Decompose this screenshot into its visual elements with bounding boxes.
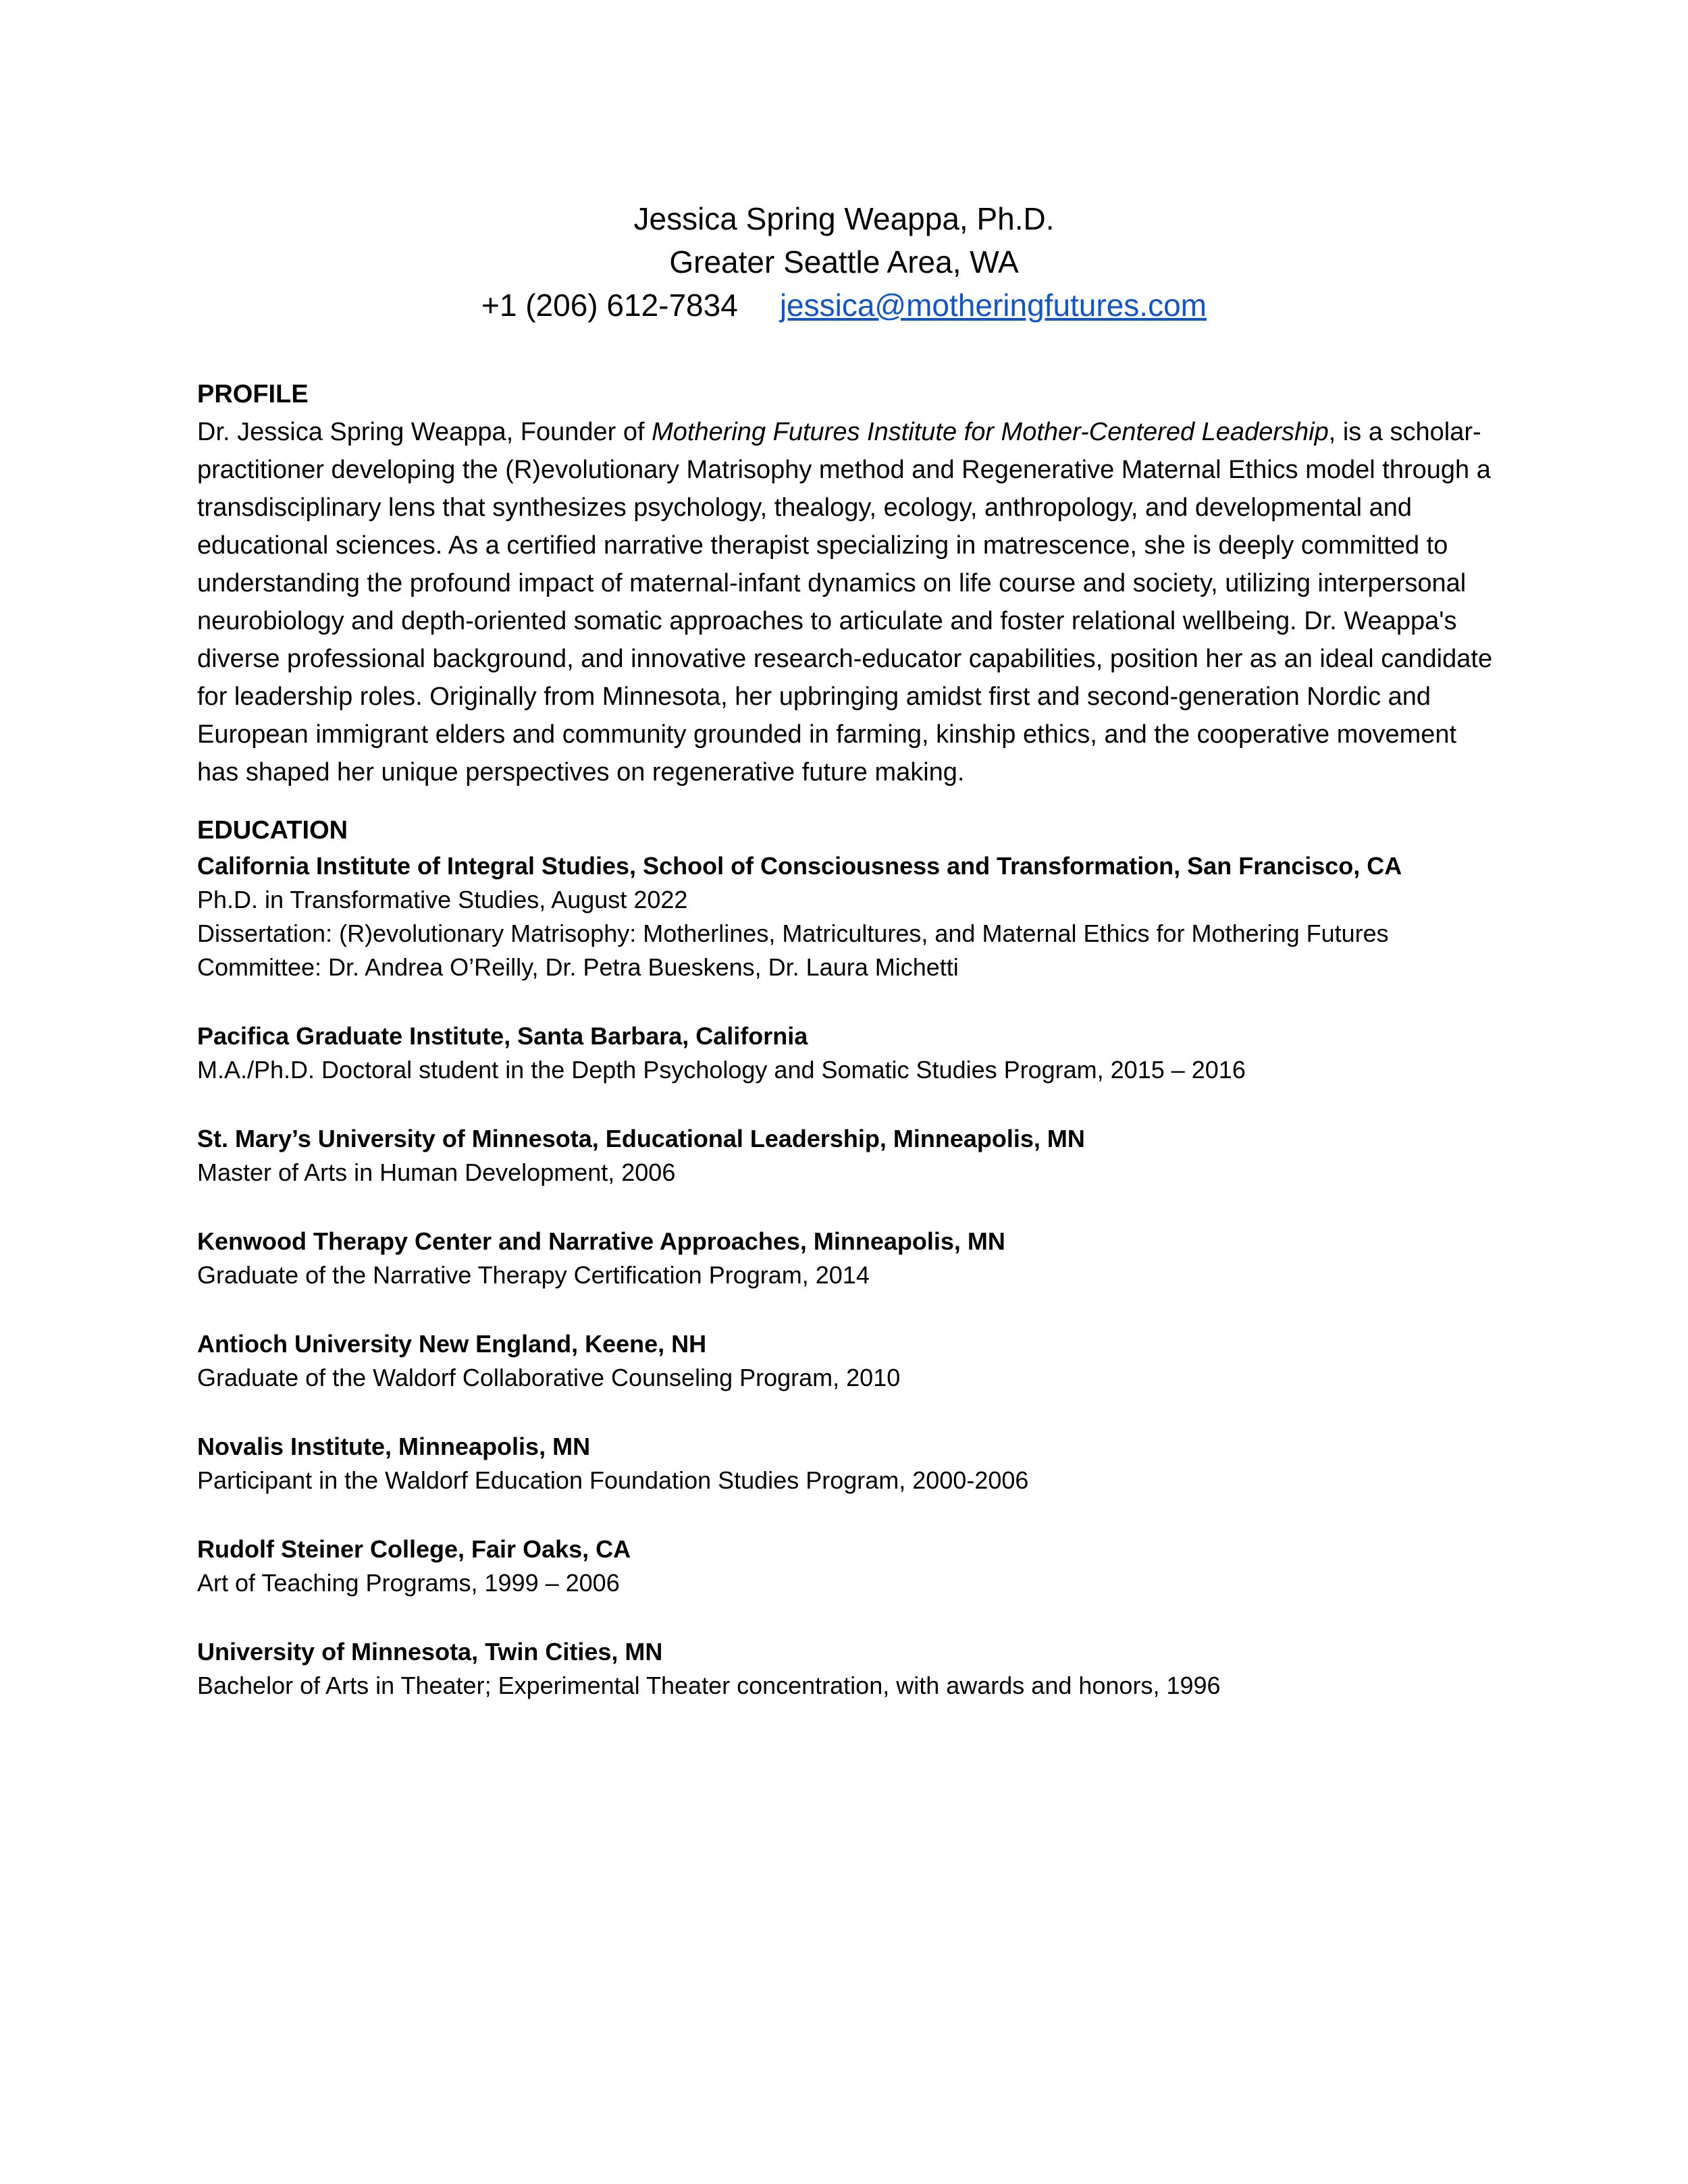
education-entry [197, 849, 1494, 984]
degree: Art of Teaching Programs, 1999 – 2006 [197, 1569, 620, 1597]
degree: Master of Arts in Human Development, 2006 [197, 1158, 676, 1186]
school-name: Antioch University New England, Keene, NH [197, 1330, 707, 1358]
education-entry [197, 1430, 1494, 1497]
education-entry [197, 1635, 1494, 1703]
contact-line [0, 284, 1688, 327]
education-entry [197, 1122, 1494, 1190]
profile-section [197, 375, 1494, 791]
degree: Graduate of the Narrative Therapy Certification Program, 2014 [197, 1261, 870, 1289]
school-name: University of Minnesota, Twin Cities, MN [197, 1638, 663, 1666]
profile-paragraph [197, 413, 1494, 791]
committee: Committee: Dr. Andrea O’Reilly, Dr. Petra Bueskens, Dr. Laura Michetti [197, 953, 959, 981]
school-name: California Institute of Integral Studies, School of Consciousness and Transformation, San Francisco, CA [197, 852, 1402, 880]
degree: M.A./Ph.D. Doctoral student in the Depth Psychology and Somatic Studies Program, 2015 – 2016 [197, 1056, 1246, 1084]
candidate-name: Jessica Spring Weappa, Ph.D. [633, 201, 1055, 236]
school-name: St. Mary’s University of Minnesota, Educational Leadership, Minneapolis, MN [197, 1125, 1085, 1152]
phone-number: +1 (206) 612-7834 [481, 288, 738, 323]
education-entry [197, 1327, 1494, 1395]
degree: Graduate of the Waldorf Collaborative Counseling Program, 2010 [197, 1364, 901, 1391]
profile-body: , is a scholar-practitioner developing the (R)evolutionary Matrisophy method and Regenerative Maternal Ethics model through a transdisciplinary lens that synthesizes psychology, thealogy, ecology, anthropology, and developmental and educational sciences. As a certified narrative therapist specializing in matrescence, she is deeply committed to understanding the profound impact of maternal-infant dynamics on life course and society, utilizing interpersonal neurobiology and depth-oriented somatic approaches to articulate and foster relational wellbeing. Dr. Weappa's diverse professional background, and innovative research-educator capabilities, position her as an ideal candidate for leadership roles. Originally from Minnesota, her upbringing amidst first and second-generation Nordic and European immigrant elders and community grounded in farming, kinship ethics, and the cooperative movement has shaped her unique perspectives on regenerative future making. [197, 418, 1493, 787]
resume-body [197, 375, 1494, 1703]
school-name: Novalis Institute, Minneapolis, MN [197, 1433, 591, 1460]
resume-header [0, 197, 1688, 327]
school-name: Rudolf Steiner College, Fair Oaks, CA [197, 1535, 631, 1563]
education-entry [197, 1225, 1494, 1292]
degree: Ph.D. in Transformative Studies, August 2022 [197, 886, 688, 913]
school-name: Pacifica Graduate Institute, Santa Barbara, California [197, 1022, 808, 1050]
email-link[interactable]: jessica@motheringfutures.com [779, 288, 1207, 323]
education-entry [197, 1019, 1494, 1087]
school-name: Kenwood Therapy Center and Narrative Approaches, Minneapolis, MN [197, 1227, 1005, 1255]
institute-name: Mothering Futures Institute for Mother-Centered Leadership [652, 418, 1329, 446]
degree: Participant in the Waldorf Education Foundation Studies Program, 2000-2006 [197, 1466, 1029, 1494]
education-entry [197, 1533, 1494, 1600]
profile-intro: Dr. Jessica Spring Weappa, Founder of [197, 418, 652, 446]
dissertation: Dissertation: (R)evolutionary Matrisophy: Motherlines, Matricultures, and Maternal Ethics for Mothering Futures [197, 920, 1389, 947]
education-heading: EDUCATION [197, 816, 348, 845]
candidate-location: Greater Seattle Area, WA [669, 244, 1019, 279]
profile-heading: PROFILE [197, 380, 309, 408]
degree: Bachelor of Arts in Theater; Experimental Theater concentration, with awards and honors, 1996 [197, 1672, 1221, 1699]
education-section [197, 811, 1494, 1703]
